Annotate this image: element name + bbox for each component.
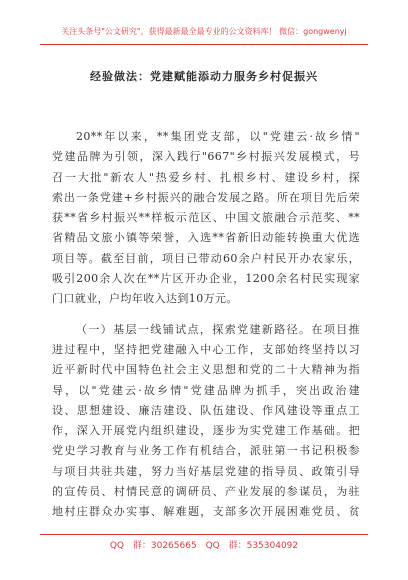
body-line: 党史学习教育与业务工作有机结合，派驻第一书记积极参 — [52, 444, 360, 458]
body-line: 与项目共驻共建，努力当好基层党建的指导员、政策引导 — [52, 464, 360, 478]
body-line: 地村庄群众办实事、解难题，支部多次开展困难党员、贫 — [52, 505, 360, 519]
body-line: 省精品文旅小镇等荣誉，入选**省新旧动能转换重大优选 — [52, 231, 360, 245]
header-divider — [40, 44, 368, 45]
body-line: 门口就业，户均年收入达到10万元。 — [52, 292, 238, 306]
body-line: 获**省乡村振兴**样板示范区、中国文旅融合示范奖、** — [52, 211, 360, 225]
footer-note — [0, 538, 408, 551]
body-line: 近平新时代中国特色社会主义思想和党的二十大精神为指 — [52, 363, 360, 377]
body-line: 索出一条党建+乡村振兴的融合发展之路。所在项目先后荣 — [52, 190, 360, 204]
body-line: 进过程中，坚持把党建融入中心工作，支部始终坚持以习 — [52, 342, 360, 356]
body-line: 的宣传员、村情民意的调研员、产业发展的参谋员，为驻 — [52, 485, 360, 499]
body-line: 20**年以来，**集团党支部，以"党建云·故乡情" — [76, 130, 360, 143]
body-line: 吸引200余人次在**片区开办企业，1200余名村民实现家 — [52, 272, 360, 286]
body-line: 党建品牌为引领，深入践行"667"乡村振兴发展模式，号 — [52, 150, 360, 164]
footer-divider — [40, 534, 368, 535]
paragraph-2 — [52, 320, 360, 523]
footer-qq-group-2: QQ 群：535304092 — [205, 541, 299, 551]
body-line: 项目等。截至目前，项目已带动60余户村民开办农家乐， — [52, 251, 360, 265]
body-line: 导，以"党建云·故乡情"党建品牌为抓手，突出政治建 — [52, 383, 360, 397]
document-body — [52, 127, 360, 523]
body-line: 作，深入开展党内组织建设，逐步为实党建工作基础。把 — [52, 424, 360, 438]
body-line: 召一大批"新农人"热爱乡村、扎根乡村、建设乡村，探 — [52, 170, 360, 184]
body-line: 设、思想建设、廉洁建设、队伍建设、作风建设等重点工 — [52, 403, 360, 417]
body-line: （一）基层一线铺试点，探索党建新路径。在项目推 — [76, 322, 360, 336]
header-note: 关注头条号"公文研究"，获得最新最全最专业的公文资料库！ 微信：gongwenyj — [61, 27, 347, 36]
document-title: 经验做法：党建赋能添动力服务乡村促振兴 — [90, 70, 318, 83]
footer-qq-group-1: QQ 群：30265665 — [109, 541, 197, 551]
paragraph-1 — [52, 127, 360, 310]
